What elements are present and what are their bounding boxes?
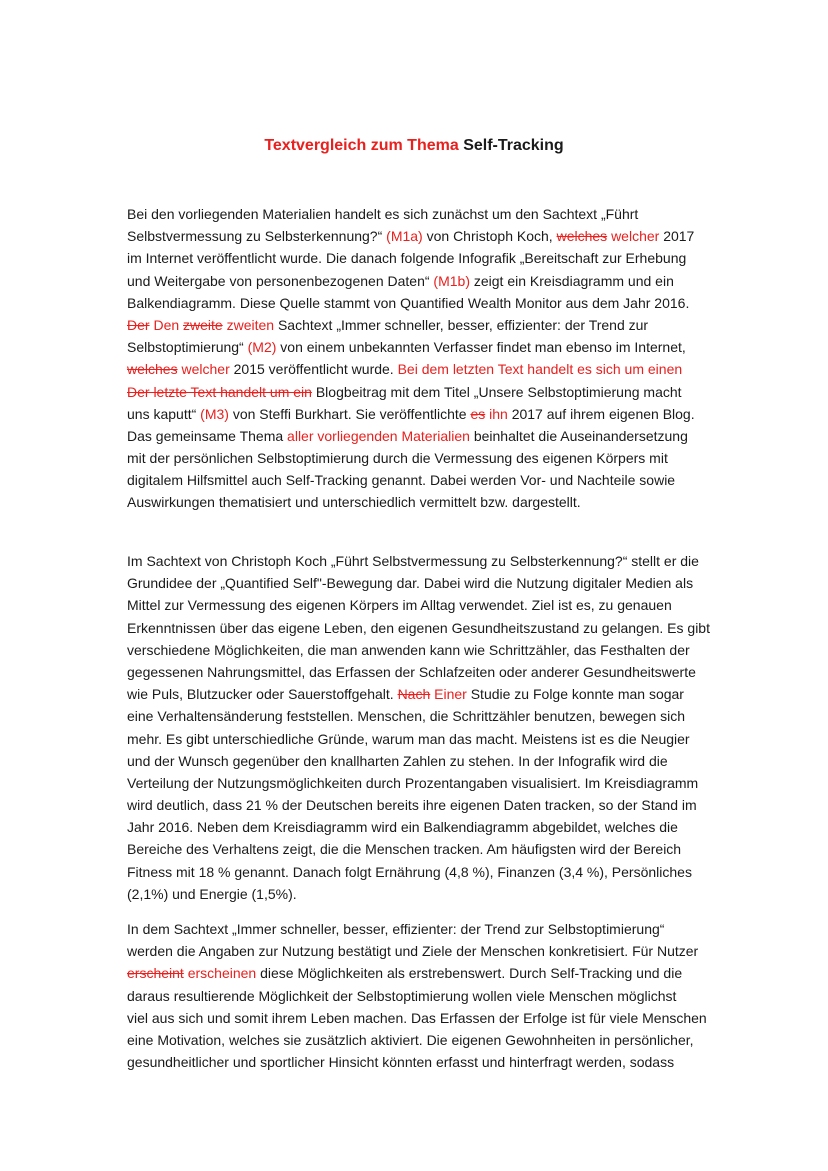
text-line (127, 358, 695, 380)
text-line (127, 794, 710, 816)
text-line (127, 639, 710, 661)
text-segment: Selbstoptimierung“ (127, 339, 248, 356)
text-segment: eine Motivation, welches sie zusätzlich aktiviert. Die eigenen Gewohnheiten in persönlicher, (127, 1031, 694, 1048)
text-segment: Blogbeitrag mit dem Titel „Unsere Selbstoptimierung macht (311, 383, 682, 400)
paragraph-koch (127, 550, 710, 905)
text-segment: wie Puls, Blutzucker oder Sauerstoffgehalt. (127, 686, 398, 703)
text-line (127, 861, 710, 883)
text-line (127, 728, 710, 750)
correction-text: ihn (489, 405, 508, 422)
deleted-text: zweite (183, 316, 223, 333)
text-line (127, 550, 710, 572)
text-segment: von einem unbekannten Verfasser findet man ebenso im Internet, (276, 339, 686, 356)
text-segment: und der Wunsch gegenüber den knallharten Zahlen zu stehen. In der Infografik wird die (127, 752, 668, 769)
text-segment: Auswirkungen thematisiert und unterschiedlich vermittelt bzw. dargestellt. (127, 494, 581, 511)
text-segment: Fitness mit 18 % genannt. Danach folgt Ernährung (4,8 %), Finanzen (3,4 %), Persönliches (127, 863, 692, 880)
text-segment: Studie zu Folge konnte man sogar (466, 686, 684, 703)
text-segment: Jahr 2016. Neben dem Kreisdiagramm wird ein Balkendiagramm abgebildet, welches die (127, 819, 678, 836)
text-line (127, 1051, 707, 1073)
text-line (127, 425, 695, 447)
text-segment: Mittel zur Vermessung des eigenen Körpers im Alltag verwendet. Ziel ist es, zu genauen (127, 597, 672, 614)
title-red-part: Textvergleich zum Thema (264, 137, 459, 154)
deleted-text: welches (127, 361, 178, 378)
correction-text: (M3) (200, 405, 229, 422)
text-segment: Bereiche des Verhaltens zeigt, die die Menschen tracken. Am häufigsten wird der Bereich (127, 841, 682, 858)
text-segment: verschiedene Möglichkeiten, die man anwenden kann wie Schrittzähler, das Festhalten der (127, 641, 690, 658)
text-segment: und Weitergabe von personenbezogenen Daten“ (127, 272, 434, 289)
text-segment: wird deutlich, dass 21 % der Deutschen bereits ihre eigenen Daten tracken, so der Stand im (127, 797, 697, 814)
text-segment: Sachtext „Immer schneller, besser, effizienter: der Trend zur (274, 316, 649, 333)
text-segment: Bei den vorliegenden Materialien handelt es sich zunächst um den Sachtext „Führt (127, 206, 639, 222)
text-segment: (2,1%) und Energie (1,5%). (127, 885, 297, 902)
deleted-text: Der letzte Text handelt um ein (127, 383, 312, 400)
deleted-text: Der (127, 316, 150, 333)
text-line (127, 985, 707, 1007)
text-segment: eine Verhaltensänderung feststellen. Menschen, die Schrittzähler benutzen, bewegen sich (127, 708, 686, 725)
document-title (0, 137, 828, 155)
text-segment: 2017 (659, 228, 695, 245)
correction-text: Einer (434, 686, 467, 703)
text-line (127, 314, 695, 336)
text-line (127, 918, 707, 940)
text-line (127, 491, 695, 513)
text-line (127, 705, 710, 727)
text-line (127, 1029, 707, 1051)
correction-text: welcher (611, 228, 660, 245)
text-line (127, 225, 695, 247)
text-line (127, 469, 695, 491)
text-line (127, 270, 695, 292)
text-segment: mit der persönlichen Selbstoptimierung durch die Vermessung des eigenen Körpers mit (127, 450, 668, 467)
text-line (127, 292, 695, 314)
paragraph-intro (127, 203, 695, 514)
text-segment: von Steffi Burkhart. Sie veröffentlichte (228, 405, 471, 422)
text-line (127, 883, 710, 905)
text-segment: viel aus sich und somit ihrem Leben machen. Das Erfassen der Erfolge ist für viele Menschen (127, 1009, 707, 1026)
text-line (127, 1007, 707, 1029)
text-line (127, 403, 695, 425)
text-line (127, 940, 707, 962)
text-segment: In dem Sachtext „Immer schneller, besser, effizienter: der Trend zur Selbstoptimierung“ (127, 921, 665, 937)
correction-text: Bei dem letzten Text handelt es sich um einen (397, 361, 683, 378)
correction-text: zweiten (226, 316, 275, 333)
text-line (127, 447, 695, 469)
text-line (127, 203, 695, 225)
correction-text: (M1a) (386, 228, 423, 245)
text-segment: Grundidee der „Quantified Self"-Bewegung dar. Dabei wird die Nutzung digitaler Medien als (127, 575, 694, 592)
text-segment: Im Sachtext von Christoph Koch „Führt Selbstvermessung zu Selbsterkennung?“ stellt er die (127, 553, 699, 569)
text-segment: Erkenntnissen über das eigene Leben, den eigenen Gesundheitszustand zu gelangen. Es gibt (127, 619, 710, 636)
text-line (127, 661, 710, 683)
text-segment: Verteilung der Nutzungsmöglichkeiten durch Prozentangaben visualisiert. Im Kreisdiagramm (127, 774, 699, 791)
text-segment: beinhaltet die Auseinandersetzung (469, 427, 688, 444)
text-line (127, 617, 710, 639)
text-line (127, 336, 695, 358)
correction-text: welcher (181, 361, 230, 378)
text-segment: werden die Angaben zur Nutzung bestätigt und Ziele der Menschen konkretisiert. Für Nutzer (127, 943, 699, 960)
deleted-text: erscheint (127, 965, 184, 982)
text-segment: im Internet veröffentlicht wurde. Die danach folgende Infografik „Bereitschaft zur Erhebung (127, 250, 687, 267)
text-line (127, 572, 710, 594)
deleted-text: Nach (397, 686, 431, 703)
text-line (127, 750, 710, 772)
text-line (127, 683, 710, 705)
deleted-text: es (470, 405, 486, 422)
text-segment: uns kaputt“ (127, 405, 201, 422)
text-segment: zeigt ein Kreisdiagramm und ein (469, 272, 674, 289)
text-segment: 2015 veröffentlicht wurde. (229, 361, 398, 378)
correction-text: (M1b) (433, 272, 470, 289)
correction-text: aller vorliegenden Materialien (287, 427, 470, 444)
correction-text: (M2) (247, 339, 277, 356)
text-line (127, 381, 695, 403)
correction-text: Den (153, 316, 180, 333)
text-line (127, 594, 710, 616)
deleted-text: welches (556, 228, 608, 245)
text-segment: Balkendiagramm. Diese Quelle stammt von Quantified Wealth Monitor aus dem Jahr 2016. (127, 294, 690, 311)
correction-text: erscheinen (187, 965, 257, 982)
text-segment: mehr. Es gibt unterschiedliche Gründe, warum man das macht. Meistens ist es die Neugier (127, 730, 690, 747)
text-segment: digitalem Hilfsmittel auch Self-Tracking genannt. Dabei werden Vor- und Nachteile sowie (127, 472, 676, 489)
text-line (127, 247, 695, 269)
text-segment: von Christoph Koch, (422, 228, 557, 245)
text-segment: diese Möglichkeiten als erstrebenswert. Durch Self-Tracking und die (256, 965, 683, 982)
text-line (127, 772, 710, 794)
text-segment: gesundheitlicher und sportlicher Hinsicht könnten erfasst und hinterfragt werden, sodass (127, 1054, 675, 1071)
text-segment: daraus resultierende Möglichkeit der Selbstoptimierung wollen viele Menschen möglichst (127, 987, 677, 1004)
text-segment: Selbstvermessung zu Selbsterkennung?“ (127, 228, 387, 245)
text-segment: gegessenen Nahrungsmittel, das Erfassen der Schlafzeiten oder anderer Gesundheitswerte (127, 663, 696, 680)
text-line (127, 816, 710, 838)
paragraph-trend (127, 918, 707, 1073)
text-line (127, 838, 710, 860)
title-black-part: Self-Tracking (458, 137, 564, 154)
text-segment: Das gemeinsame Thema (127, 427, 288, 444)
text-line (127, 962, 707, 984)
text-segment: 2017 auf ihrem eigenen Blog. (507, 405, 695, 422)
